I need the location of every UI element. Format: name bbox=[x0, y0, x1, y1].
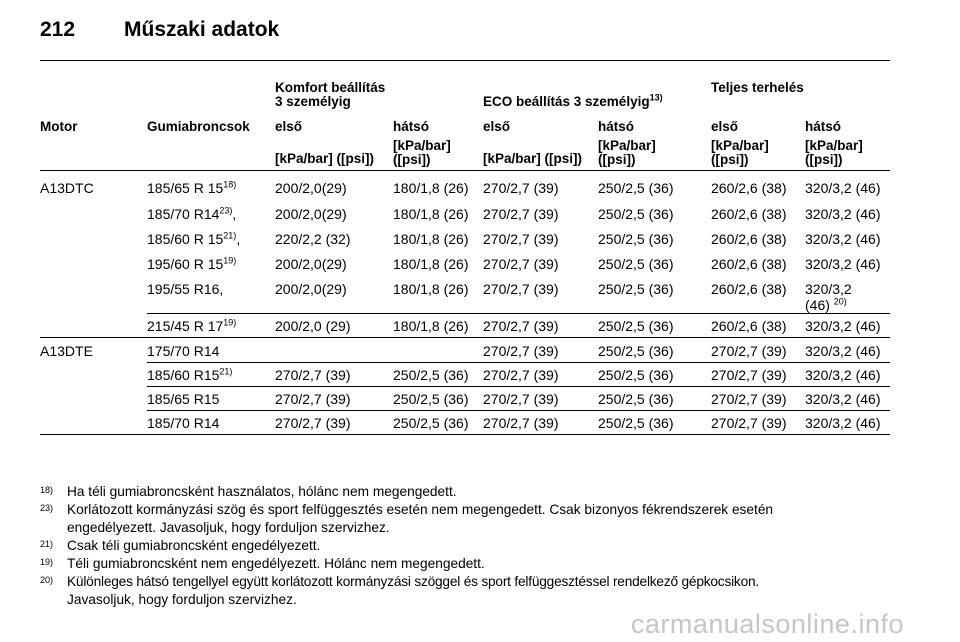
footnote-text: Csak téli gumiabroncsként engedélyezett. bbox=[67, 538, 321, 553]
pressure-cell: 320/3,2 (46) bbox=[805, 231, 881, 247]
pressure-cell: 320/3,2 (46) bbox=[805, 256, 881, 272]
pressure-cell: 320/3,2 (46) bbox=[805, 367, 881, 383]
pressure-cell: 270/2,7 (39) bbox=[275, 391, 351, 407]
pressure-cell: 260/2,6 (38) bbox=[711, 318, 787, 334]
pressure-cell: 250/2,5 (36) bbox=[598, 343, 674, 359]
tire-cell: 195/60 R 15$^{19)}$ bbox=[147, 255, 237, 272]
pressure-cell: 270/2,7 (39) bbox=[483, 318, 559, 334]
tire-cell: 185/65 R15 bbox=[147, 391, 220, 407]
pressure-cell: 250/2,5 (36) bbox=[598, 206, 674, 222]
pressure-cell: 180/1,8 (26) bbox=[393, 318, 469, 334]
col-header-teljes-front: első bbox=[711, 119, 739, 134]
pressure-cell: 180/1,8 (26) bbox=[393, 256, 469, 272]
pressure-cell: 270/2,7 (39) bbox=[483, 256, 559, 272]
pressure-cell: 250/2,5 (36) bbox=[598, 231, 674, 247]
pressure-cell: 180/1,8 (26) bbox=[393, 180, 469, 196]
unit-header: [kPa/bar] ([psi]) bbox=[711, 138, 769, 167]
pressure-cell: 250/2,5 (36) bbox=[598, 180, 674, 196]
unit-header: [kPa/bar] ([psi]) bbox=[393, 138, 451, 167]
pressure-cell: 260/2,6 (38) bbox=[711, 180, 787, 196]
pressure-cell: 270/2,7 (39) bbox=[711, 343, 787, 359]
pressure-cell: 320/3,2 (46) bbox=[805, 206, 881, 222]
pressure-cell: 320/3,2 (46) bbox=[805, 180, 881, 196]
footnote-text: Téli gumiabroncsként nem engedélyezett. Hólánc nem megengedett. bbox=[67, 556, 485, 571]
tire-cell: 185/70 R14 bbox=[147, 415, 220, 431]
group-separator bbox=[40, 337, 890, 338]
pressure-cell: 270/2,7 (39) bbox=[275, 415, 351, 431]
pressure-cell: 270/2,7 (39) bbox=[483, 367, 559, 383]
pressure-cell: 250/2,5 (36) bbox=[393, 415, 469, 431]
page-title: Műszaki adatok bbox=[124, 18, 280, 41]
tire-cell: 185/60 R15$^{21)}$ bbox=[147, 366, 233, 383]
group-header-komfort: Komfort beállítás 3 személyig bbox=[275, 80, 386, 109]
pressure-cell: 250/2,5 (36) bbox=[598, 281, 674, 297]
watermark: carmanualsonline.info bbox=[630, 609, 904, 639]
pressure-cell: 270/2,7 (39) bbox=[483, 343, 559, 359]
pressure-cell: 260/2,6 (38) bbox=[711, 231, 787, 247]
tire-cell: 175/70 R14 bbox=[147, 343, 220, 359]
col-header-eco-rear: hátsó bbox=[598, 119, 635, 134]
pressure-cell: 270/2,7 (39) bbox=[711, 367, 787, 383]
pressure-cell: 260/2,6 (38) bbox=[711, 256, 787, 272]
unit-header: [kPa/bar] ([psi]) bbox=[805, 138, 863, 167]
col-header-teljes-rear: hátsó bbox=[805, 119, 842, 134]
header-rule bbox=[40, 60, 890, 61]
pressure-cell: 320/3,2 (46) bbox=[805, 415, 881, 431]
unit-header: [kPa/bar] ([psi]) bbox=[598, 138, 656, 167]
pressure-cell: 250/2,5 (36) bbox=[598, 415, 674, 431]
footnote-mark: 20) bbox=[40, 575, 54, 585]
pressure-cell: 320/3,2 (46) $^{20)}$ bbox=[805, 281, 852, 313]
unit-header: [kPa/bar] ([psi]) bbox=[483, 151, 583, 166]
footnote-text: Különleges hátsó tengellyel együtt korlátozott kormányzási szöggel és sport felfüggesztéssel rendelkező gépkocsikon. bbox=[67, 574, 759, 589]
page-number: 212 bbox=[40, 18, 76, 41]
row-separator bbox=[147, 362, 890, 363]
footnote-text: engedélyezett. Javasoljuk, hogy forduljon szervizhez. bbox=[67, 520, 390, 535]
pressure-cell: 270/2,7 (39) bbox=[483, 415, 559, 431]
pressure-cell: 250/2,5 (36) bbox=[598, 256, 674, 272]
pressure-cell: 320/3,2 (46) bbox=[805, 318, 881, 334]
col-header-komfort-front: első bbox=[275, 119, 303, 134]
footnote-text: Ha téli gumiabroncsként használatos, hólánc nem megengedett. bbox=[67, 484, 457, 499]
unit-header: [kPa/bar] ([psi]) bbox=[275, 151, 375, 166]
col-header-eco-front: első bbox=[483, 119, 511, 134]
pressure-cell: 220/2,2 (32) bbox=[275, 231, 351, 247]
pressure-cell: 270/2,7 (39) bbox=[275, 367, 351, 383]
motor-cell: A13DTC bbox=[40, 180, 94, 196]
pressure-cell: 270/2,7 (39) bbox=[711, 415, 787, 431]
page-header bbox=[40, 18, 279, 42]
pressure-cell: 250/2,5 (36) bbox=[393, 367, 469, 383]
pressure-cell: 200/2,0(29) bbox=[275, 281, 347, 297]
pressure-cell: 180/1,8 (26) bbox=[393, 281, 469, 297]
row-separator bbox=[147, 386, 890, 387]
pressure-cell: 270/2,7 (39) bbox=[711, 391, 787, 407]
footnote-mark: 23) bbox=[40, 503, 54, 513]
tire-cell: 185/70 R14$^{23)}$, bbox=[147, 205, 237, 222]
group-header-teljes: Teljes terhelés bbox=[711, 80, 804, 95]
pressure-cell: 270/2,7 (39) bbox=[483, 180, 559, 196]
tire-cell: 215/45 R 17$^{19)}$ bbox=[147, 317, 237, 334]
pressure-cell: 200/2,0(29) bbox=[275, 180, 347, 196]
footnote-text: Korlátozott kormányzási szög és sport felfüggesztés esetén nem megengedett. Csak bizonyos fékrendszerek esetén bbox=[67, 502, 774, 517]
pressure-cell: 180/1,8 (26) bbox=[393, 206, 469, 222]
pressure-cell: 200/2,0 (29) bbox=[275, 318, 351, 334]
motor-cell: A13DTE bbox=[40, 343, 93, 359]
footnote-text: Javasoljuk, hogy forduljon szervizhez. bbox=[67, 592, 297, 607]
pressure-cell: 180/1,8 (26) bbox=[393, 231, 469, 247]
tire-cell: 195/55 R16, bbox=[147, 281, 224, 297]
pressure-cell: 270/2,7 (39) bbox=[483, 281, 559, 297]
pressure-cell: 200/2,0(29) bbox=[275, 206, 347, 222]
row-separator bbox=[147, 313, 890, 314]
pressure-cell: 250/2,5 (36) bbox=[598, 367, 674, 383]
pressure-cell: 320/3,2 (46) bbox=[805, 343, 881, 359]
pressure-cell: 250/2,5 (36) bbox=[598, 318, 674, 334]
footnote-mark: 21) bbox=[40, 539, 54, 549]
col-header-komfort-rear: hátsó bbox=[393, 119, 430, 134]
footnote-mark: 18) bbox=[40, 485, 54, 495]
table-header-rule bbox=[40, 170, 890, 171]
pressure-cell: 200/2,0(29) bbox=[275, 256, 347, 272]
col-header-motor: Motor bbox=[40, 119, 78, 134]
pressure-cell: 260/2,6 (38) bbox=[711, 206, 787, 222]
row-separator bbox=[147, 410, 890, 411]
tire-cell: 185/60 R 15$^{21)}$, bbox=[147, 230, 241, 247]
table-bottom-rule bbox=[40, 434, 890, 435]
col-header-tire: Gumiabroncsok bbox=[147, 119, 250, 134]
pressure-cell: 260/2,6 (38) bbox=[711, 281, 787, 297]
pressure-cell: 270/2,7 (39) bbox=[483, 231, 559, 247]
footnote-mark: 19) bbox=[40, 557, 54, 567]
pressure-cell: 320/3,2 (46) bbox=[805, 391, 881, 407]
pressure-cell: 250/2,5 (36) bbox=[598, 391, 674, 407]
pressure-cell: 250/2,5 (36) bbox=[393, 391, 469, 407]
pressure-cell: 270/2,7 (39) bbox=[483, 391, 559, 407]
tire-cell: 185/65 R 15$^{18)}$ bbox=[147, 179, 237, 196]
group-header-eco: ECO beállítás 3 személyig$^{13)}$ bbox=[483, 92, 663, 109]
pressure-cell: 270/2,7 (39) bbox=[483, 206, 559, 222]
